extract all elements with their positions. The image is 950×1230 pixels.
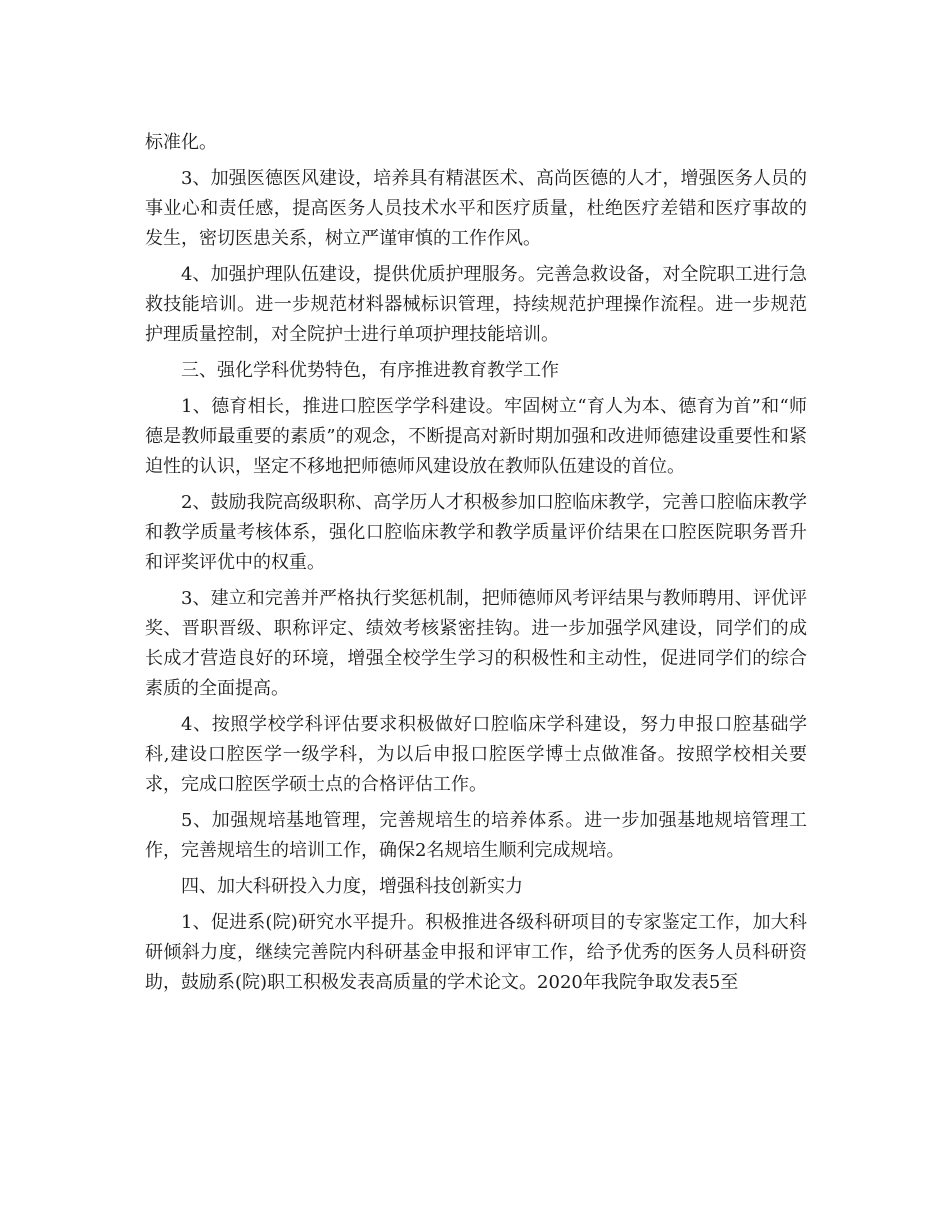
paragraph-item-1-moral-education: 1、德育相长，推进口腔医学学科建设。牢固树立“育人为本、德育为首”和“师德是教师最重要的素质”的观念，不断提高对新时期加强和改进师德建设重要性和紧迫性的认识，坚定不移地把师德师风建设放在教师队伍建设的首位。: [145, 396, 807, 477]
section-heading-4: 四、加大科研投入力度，增强科技创新实力: [181, 876, 523, 897]
paragraph-continuation: 标准化。: [145, 132, 217, 153]
paragraph-item-4-discipline-evaluation: 4、按照学校学科评估要求积极做好口腔临床学科建设，努力申报口腔基础学科,建设口腔医学一级学科，为以后申报口腔医学博士点做准备。按照学校相关要求，完成口腔医学硕士点的合格评估工作。: [145, 714, 807, 795]
document-body: [145, 128, 807, 998]
section-heading-3: 三、强化学科优势特色，有序推进教育教学工作: [181, 360, 559, 381]
paragraph-item-3-incentive-mechanism: 3、建立和完善并严格执行奖惩机制，把师德师风考评结果与教师聘用、评优评奖、晋职晋级、职称评定、绩效考核紧密挂钩。进一步加强学风建设，同学们的成长成才营造良好的环境，增强全校学生学习的积极性和主动性，促进同学们的综合素质的全面提高。: [145, 588, 807, 699]
paragraph-item-3-medical-ethics: 3、加强医德医风建设，培养具有精湛医术、高尚医德的人才，增强医务人员的事业心和责任感，提高医务人员技术水平和医疗质量，杜绝医疗差错和医疗事故的发生，密切医患关系，树立严谨审慎的工作作风。: [145, 168, 807, 249]
paragraph-item-5-training-base: 5、加强规培基地管理，完善规培生的培养体系。进一步加强基地规培管理工作，完善规培生的培训工作，确保2名规培生顺利完成规培。: [145, 810, 807, 861]
paragraph-item-4-nursing: 4、加强护理队伍建设，提供优质护理服务。完善急救设备，对全院职工进行急救技能培训。进一步规范材料器械标识管理，持续规范护理操作流程。进一步规范护理质量控制，对全院护士进行单项护理技能培训。: [145, 264, 807, 345]
paragraph-item-1-research: 1、促进系(院)研究水平提升。积极推进各级科研项目的专家鉴定工作，加大科研倾斜力度，继续完善院内科研基金申报和评审工作，给予优秀的医务人员科研资助，鼓励系(院)职工积极发表高质量的学术论文。2020年我院争取发表5至: [145, 912, 807, 993]
paragraph-item-2-clinical-teaching: 2、鼓励我院高级职称、高学历人才积极参加口腔临床教学，完善口腔临床教学和教学质量考核体系，强化口腔临床教学和教学质量评价结果在口腔医院职务晋升和评奖评优中的权重。: [145, 492, 807, 573]
